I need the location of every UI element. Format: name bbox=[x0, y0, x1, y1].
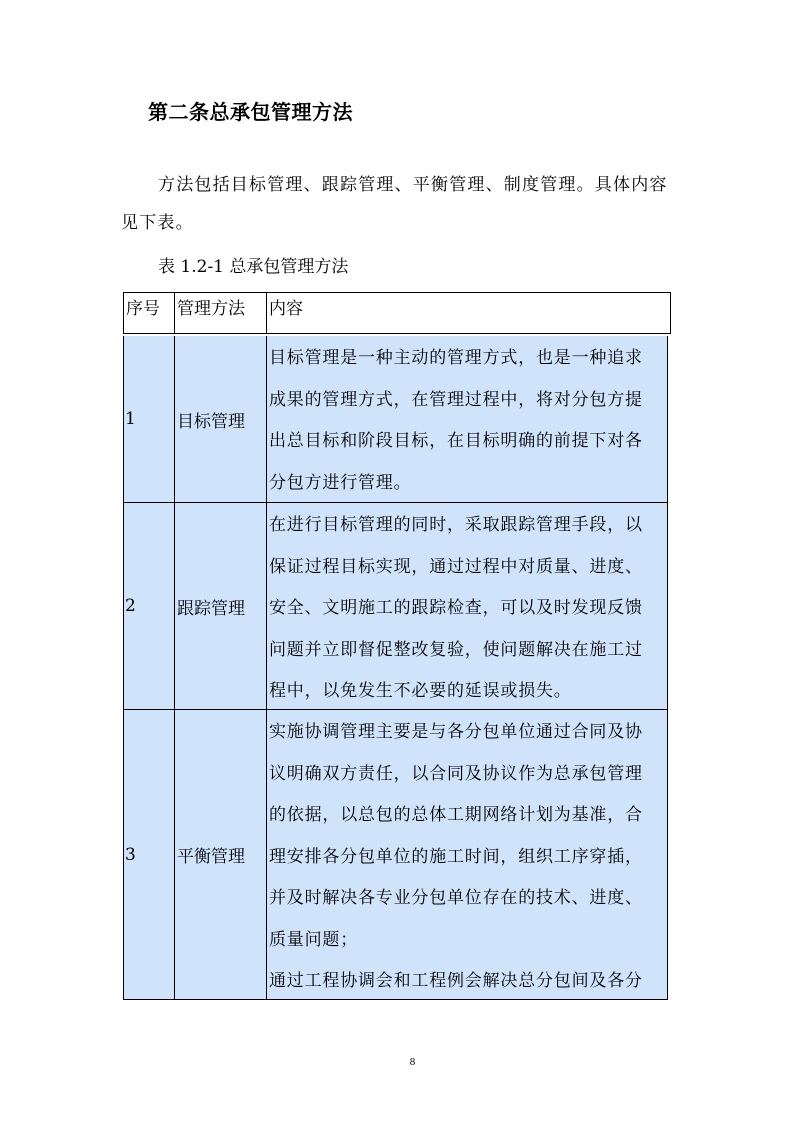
row-content bbox=[267, 710, 668, 1000]
content-line: 通过工程协调会和工程例会解决总分包间及各分 bbox=[269, 971, 643, 991]
table-header-row bbox=[123, 292, 671, 334]
content-line: 在进行目标管理的同时，采取跟踪管理手段，以 bbox=[269, 515, 643, 535]
content-line: 问题并立即督促整改复验，使问题解决在施工过 bbox=[269, 639, 643, 660]
section-heading: 第二条总承包管理方法 bbox=[148, 100, 353, 124]
content-line: 并及时解决各专业分包单位存在的技术、进度、 bbox=[269, 888, 643, 908]
header-content: 内容 bbox=[267, 292, 671, 334]
content-line: 议明确双方责任，以合同及协议作为总承包管理 bbox=[269, 763, 643, 784]
row-number: 3 bbox=[123, 710, 175, 1000]
row-number: 1 bbox=[123, 336, 175, 503]
content-line: 的依据，以总包的总体工期网络计划为基准，合 bbox=[269, 805, 643, 825]
row-method: 跟踪管理 bbox=[175, 503, 267, 710]
table-row bbox=[123, 710, 668, 1000]
intro-paragraph: 方法包括目标管理、跟踪管理、平衡管理、制度管理。具体内容见下表。 bbox=[121, 175, 668, 233]
header-no: 序号 bbox=[123, 292, 175, 334]
content-line: 质量问题； bbox=[269, 929, 358, 950]
content-line: 实施协调管理主要是与各分包单位通过合同及协 bbox=[269, 722, 643, 742]
content-line: 成果的管理方式，在管理过程中，将对分包方提 bbox=[269, 389, 643, 410]
content-line: 保证过程目标实现，通过过程中对质量、进度、 bbox=[269, 556, 643, 577]
content-line: 分包方进行管理。 bbox=[269, 472, 412, 493]
row-method: 目标管理 bbox=[175, 336, 267, 503]
row-content bbox=[267, 503, 668, 710]
content-line: 出总目标和阶段目标，在目标明确的前提下对各 bbox=[269, 431, 643, 451]
header-method: 管理方法 bbox=[175, 292, 267, 334]
row-content bbox=[267, 336, 668, 503]
row-method: 平衡管理 bbox=[175, 710, 267, 1000]
content-line: 目标管理是一种主动的管理方式，也是一种追求 bbox=[269, 348, 643, 368]
content-line: 理安排各分包单位的施工时间，组织工序穿插， bbox=[269, 846, 643, 867]
table-row bbox=[123, 336, 668, 503]
table-row bbox=[123, 503, 668, 710]
content-line: 安全、文明施工的跟踪检查，可以及时发现反馈 bbox=[269, 598, 643, 618]
content-line: 程中，以免发生不必要的延误或损失。 bbox=[269, 681, 572, 701]
table-caption: 表 1.2-1 总承包管理方法 bbox=[158, 257, 349, 277]
page-number: 8 bbox=[409, 1056, 416, 1068]
row-number: 2 bbox=[123, 503, 175, 710]
management-methods-table bbox=[123, 292, 671, 1000]
